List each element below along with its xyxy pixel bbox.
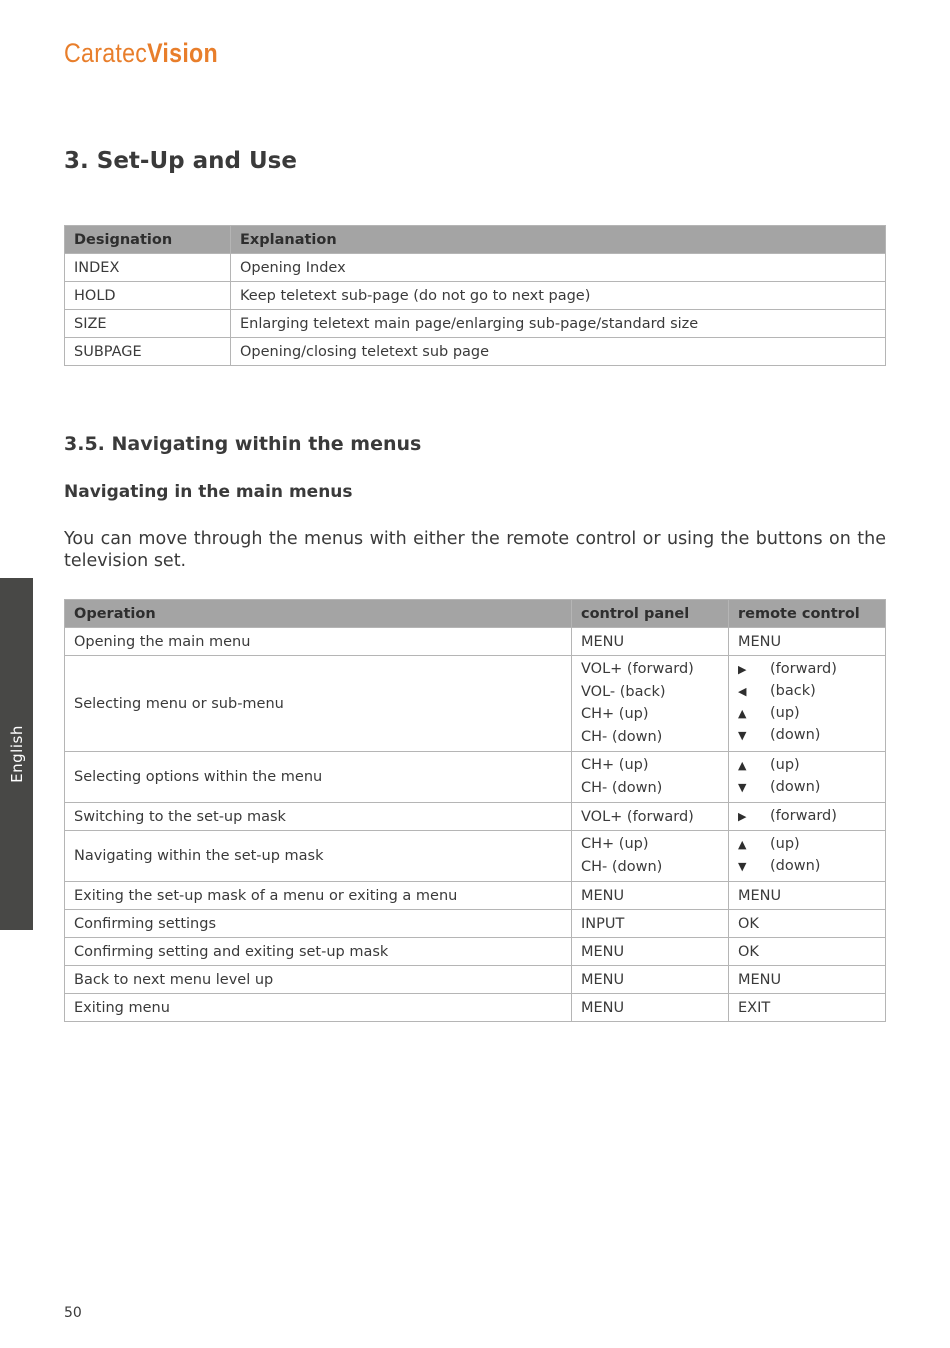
table-row	[65, 282, 886, 310]
remote-control-cell	[729, 628, 886, 656]
remote-control-cell	[729, 656, 886, 752]
remote-control-entry	[738, 888, 876, 904]
remote-control-cell	[729, 831, 886, 882]
table-row	[65, 882, 886, 910]
logo-text-vision: Vision	[147, 38, 218, 68]
table-row	[65, 831, 886, 882]
control-panel-value: INPUT	[581, 915, 625, 932]
table-row	[65, 254, 886, 282]
logo-text-caratec: Caratec	[64, 38, 148, 68]
control-panel-value: CH+ (up)	[581, 706, 649, 722]
remote-control-entry	[738, 725, 876, 747]
col-header-designation: Designation	[65, 226, 231, 254]
table-row	[65, 938, 886, 966]
subsection-title: 3.5. Navigating within the menus	[64, 433, 422, 455]
remote-control-cell	[729, 966, 886, 994]
table-header-row	[65, 600, 886, 628]
control-panel-value: VOL+ (forward)	[581, 661, 694, 677]
arrow-up-icon: ▲	[738, 707, 747, 720]
control-panel-value: MENU	[581, 971, 625, 988]
remote-control-cell	[729, 803, 886, 831]
control-panel-cell	[572, 994, 729, 1022]
operation-cell: Exiting menu	[65, 994, 572, 1022]
table-row	[65, 628, 886, 656]
control-panel-value: CH- (down)	[581, 779, 663, 796]
remote-control-cell	[729, 752, 886, 803]
arrow-down-icon: ▼	[738, 780, 747, 794]
explanation-cell: Enlarging teletext main page/enlarging sub-page/standard size	[231, 310, 886, 338]
remote-control-entry	[738, 703, 876, 725]
operation-cell: Selecting menu or sub-menu	[65, 656, 572, 752]
table-row	[65, 803, 886, 831]
operation-table	[64, 599, 886, 1022]
remote-control-entry	[738, 944, 876, 960]
designation-table-body	[65, 254, 886, 366]
intro-paragraph: You can move through the menus with either the remote control or using the buttons on the television set.	[64, 529, 886, 571]
remote-control-entry	[738, 972, 876, 988]
table-header-row	[65, 226, 886, 254]
explanation-cell: Opening/closing teletext sub page	[231, 338, 886, 366]
control-panel-value: MENU	[581, 999, 625, 1016]
control-panel-cell	[572, 803, 729, 831]
remote-control-value: EXIT	[738, 999, 771, 1016]
arrow-down-icon: ▼	[738, 859, 747, 873]
explanation-cell: Keep teletext sub-page (do not go to next page)	[231, 282, 886, 310]
control-panel-cell	[572, 966, 729, 994]
remote-control-value: (up)	[770, 756, 800, 773]
arrow-down-icon: ▼	[738, 728, 747, 742]
operation-cell: Opening the main menu	[65, 628, 572, 656]
control-panel-value: MENU	[581, 943, 625, 960]
designation-cell: SUBPAGE	[65, 338, 231, 366]
subheading: Navigating in the main menus	[64, 482, 353, 502]
control-panel-value: VOL+ (forward)	[581, 808, 694, 825]
remote-control-value: (back)	[770, 683, 816, 700]
control-panel-cell	[572, 882, 729, 910]
brand-logo	[64, 38, 218, 69]
remote-control-entry	[738, 681, 876, 703]
remote-control-entry	[738, 916, 876, 932]
remote-control-cell	[729, 994, 886, 1022]
designation-table	[64, 225, 886, 366]
arrow-up-icon: ▲	[738, 837, 747, 851]
arrow-up-icon: ▲	[738, 758, 747, 772]
remote-control-value: (down)	[770, 778, 821, 795]
remote-control-value: (up)	[770, 705, 800, 721]
col-header-control-panel: control panel	[572, 600, 729, 628]
remote-control-value: MENU	[738, 633, 782, 650]
section-title: 3. Set-Up and Use	[64, 148, 297, 174]
control-panel-value: CH- (down)	[581, 858, 663, 875]
arrow-right-icon: ▶	[738, 663, 747, 677]
arrow-right-icon: ▶	[738, 809, 747, 823]
table-row	[65, 752, 886, 803]
operation-cell: Exiting the set-up mask of a menu or exiting a menu	[65, 882, 572, 910]
remote-control-entry	[738, 777, 876, 799]
operation-table-body	[65, 628, 886, 1022]
language-sidebar-tab	[0, 578, 33, 930]
col-header-operation: Operation	[65, 600, 572, 628]
control-panel-cell	[572, 910, 729, 938]
remote-control-value: (forward)	[770, 807, 837, 824]
table-row	[65, 310, 886, 338]
remote-control-value: (down)	[770, 857, 821, 874]
remote-control-value: (up)	[770, 835, 800, 852]
remote-control-value: MENU	[738, 971, 782, 988]
control-panel-value: CH- (down)	[581, 728, 663, 745]
designation-cell: SIZE	[65, 310, 231, 338]
control-panel-cell	[572, 752, 729, 803]
control-panel-value: MENU	[581, 887, 625, 904]
col-header-remote-control: remote control	[729, 600, 886, 628]
remote-control-value: MENU	[738, 887, 782, 904]
remote-control-entry	[738, 806, 876, 828]
remote-control-entry	[738, 834, 876, 856]
control-panel-cell	[572, 938, 729, 966]
arrow-left-icon: ◀	[738, 685, 747, 699]
explanation-cell: Opening Index	[231, 254, 886, 282]
operation-cell: Navigating within the set-up mask	[65, 831, 572, 882]
table-row	[65, 910, 886, 938]
remote-control-entry	[738, 856, 876, 878]
table-row	[65, 338, 886, 366]
operation-cell: Confirming settings	[65, 910, 572, 938]
control-panel-cell	[572, 831, 729, 882]
remote-control-value: OK	[738, 915, 759, 932]
table-row	[65, 656, 886, 752]
remote-control-entry	[738, 634, 876, 650]
remote-control-value: OK	[738, 943, 759, 960]
control-panel-value: VOL- (back)	[581, 683, 666, 700]
control-panel-cell	[572, 628, 729, 656]
remote-control-entry	[738, 1000, 876, 1016]
table-row	[65, 994, 886, 1022]
control-panel-value: CH+ (up)	[581, 836, 649, 852]
remote-control-cell	[729, 910, 886, 938]
operation-cell: Confirming setting and exiting set-up mask	[65, 938, 572, 966]
operation-cell: Switching to the set-up mask	[65, 803, 572, 831]
designation-cell: HOLD	[65, 282, 231, 310]
sidebar-language-label: English	[7, 725, 26, 783]
remote-control-value: (forward)	[770, 661, 837, 678]
control-panel-value: CH+ (up)	[581, 757, 649, 773]
remote-control-value: (down)	[770, 726, 821, 743]
operation-cell: Back to next menu level up	[65, 966, 572, 994]
remote-control-entry	[738, 659, 876, 681]
designation-cell: INDEX	[65, 254, 231, 282]
page-number: 50	[64, 1305, 82, 1321]
operation-cell: Selecting options within the menu	[65, 752, 572, 803]
table-row	[65, 966, 886, 994]
control-panel-cell	[572, 656, 729, 752]
remote-control-entry	[738, 755, 876, 777]
remote-control-cell	[729, 938, 886, 966]
remote-control-cell	[729, 882, 886, 910]
col-header-explanation: Explanation	[231, 226, 886, 254]
control-panel-value: MENU	[581, 633, 625, 650]
